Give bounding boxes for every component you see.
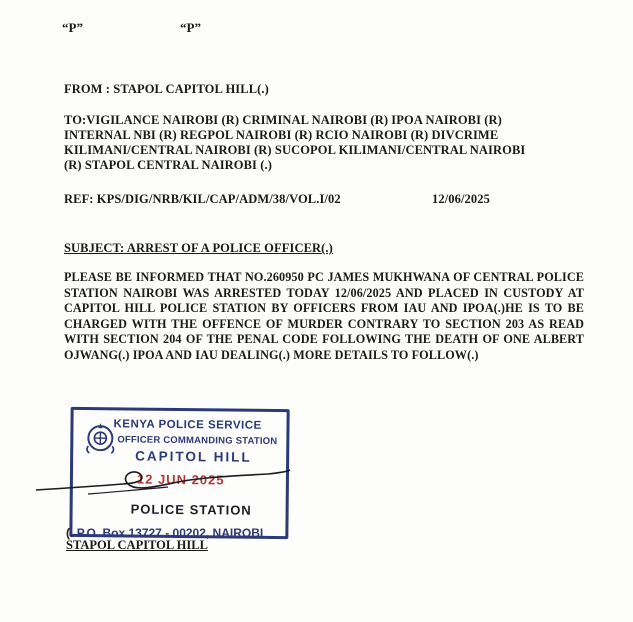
message-body: PLEASE BE INFORMED THAT NO.260950 PC JAMES MUKHWANA OF CENTRAL POLICE STATION NAIROBI WAS ARRESTED TODAY 12/06/2025 AND PLACED IN CUSTODY AT CAPITOL HILL POLICE STATION BY OFFICERS FROM IAU AND IPOA(.)HE IS TO BE CHARGED WITH THE OFFENCE OF MURDER CONTRARY TO SECTION 203 AS READ WITH SECTION 204 OF THE PENAL CODE FOLLOWING THE DEATH OF ONE ALBERT OJWANG(.) IPOA AND IAU DEALING(.) MORE DETAILS TO FOLLOW(.) [64, 270, 584, 362]
stamp-address-prefix: (. [66, 526, 74, 540]
priority-mark-left: “P” [62, 20, 83, 35]
to-line: (R) STAPOL CENTRAL NAIROBI (.) [64, 158, 272, 172]
stamp-police-station: POLICE STATION [130, 501, 252, 518]
reference-number: REF: KPS/DIG/NRB/KIL/CAP/ADM/38/VOL.I/02 [64, 192, 341, 206]
stamp-office: OFFICER COMMANDING STATION [117, 434, 278, 448]
to-line: INTERNAL NBI (R) REGPOL NAIROBI (R) RCIO NAIROBI (R) DIVCRIME [64, 128, 499, 142]
stamp-date: 12 JUN 2025 [136, 471, 225, 488]
reference-date: 12/06/2025 [432, 192, 490, 206]
to-line: KILIMANI/CENTRAL NAIROBI (R) SUCOPOL KILIMANI/CENTRAL NAIROBI [64, 143, 526, 157]
closing-signatory: STAPOL CAPITOL HILL [66, 538, 208, 552]
priority-mark-right: “P” [180, 20, 201, 35]
stamp-org: KENYA POLICE SERVICE [113, 418, 262, 432]
from-line: FROM : STAPOL CAPITOL HILL(.) [64, 82, 269, 96]
to-line: TO:VIGILANCE NAIROBI (R) CRIMINAL NAIROBI (R) IPOA NAIROBI (R) [64, 113, 502, 127]
subject-line: SUBJECT: ARREST OF A POLICE OFFICER(.) [64, 241, 333, 255]
stamp-address-text: P.O. Box 13727 - 00202, NAIROBI [76, 526, 264, 540]
signature [28, 440, 298, 510]
stamp-station: CAPITOL HILL [135, 448, 252, 465]
